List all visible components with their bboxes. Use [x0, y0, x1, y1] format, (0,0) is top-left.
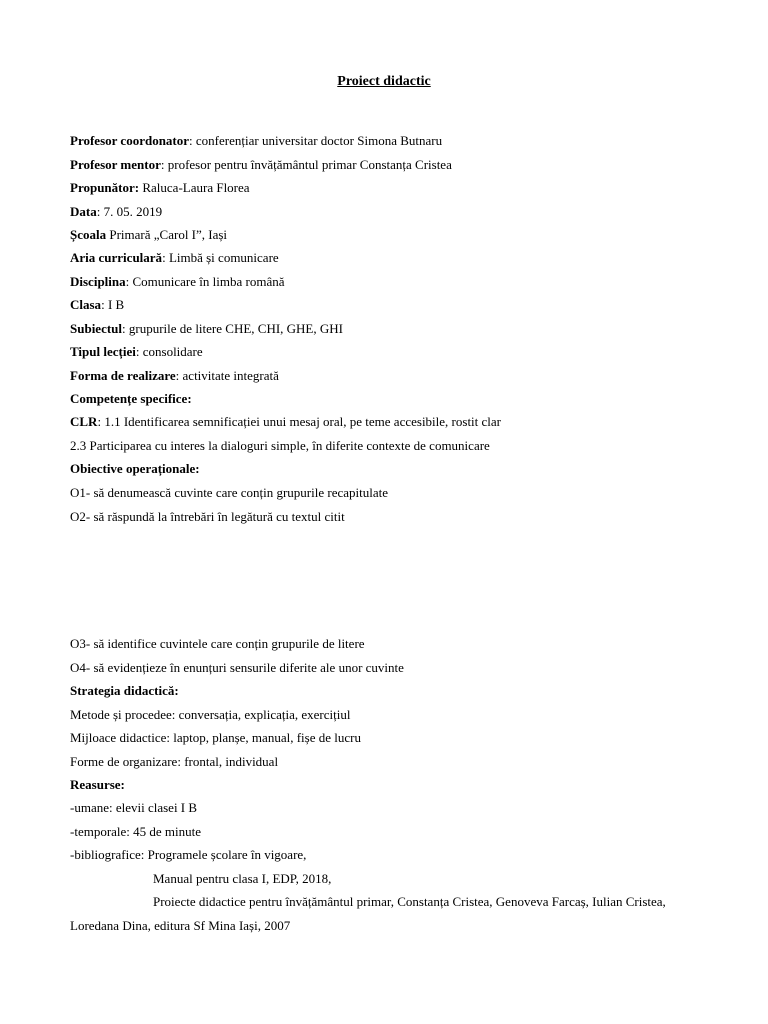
field-label: Subiectul	[70, 321, 123, 336]
field-separator: :	[96, 204, 104, 219]
field-value: profesor pentru învățământul primar Constanța Cristea	[167, 157, 452, 172]
field-separator: :	[125, 274, 133, 289]
obiectiv-o1: O1- să denumească cuvinte care conțin grupurile recapitulate	[70, 485, 388, 500]
resurse-temporale: -temporale: 45 de minute	[70, 824, 202, 839]
resurse-heading: Reasurse:	[70, 777, 125, 792]
field-label: Profesor coordonator	[70, 133, 190, 148]
field-value: grupurile de litere CHE, CHI, GHE, GHI	[128, 321, 343, 336]
competenta-2-3: 2.3 Participarea cu interes la dialoguri simple, în diferite contexte de comunicare	[70, 438, 490, 453]
bibliografie-proiecte-cont: Loredana Dina, editura Sf Mina Iași, 2007	[70, 918, 291, 933]
field-disciplina	[70, 273, 284, 291]
field-data	[70, 203, 162, 221]
strategia-forme: Forme de organizare: frontal, individual	[70, 754, 279, 769]
bibliografie-manual: Manual pentru clasa I, EDP, 2018,	[153, 871, 332, 886]
field-label: Data	[70, 204, 97, 219]
field-label: Profesor mentor	[70, 157, 161, 172]
field-subiectul	[70, 320, 343, 338]
field-value: 7. 05. 2019	[103, 204, 163, 219]
field-separator: :	[101, 297, 108, 312]
field-separator: :	[160, 157, 168, 172]
field-label: Clasa	[70, 297, 102, 312]
obiectiv-o3: O3- să identifice cuvintele care conțin grupurile de litere	[70, 636, 365, 651]
field-label: Aria curriculară	[70, 250, 163, 265]
field-scoala	[70, 226, 227, 244]
field-separator: :	[122, 321, 129, 336]
field-profesor-mentor	[70, 156, 452, 174]
competente-heading: Competențe specifice:	[70, 391, 192, 406]
obiectiv-o2: O2- să răspundă la întrebări în legătură cu textul citit	[70, 509, 345, 524]
field-value: conferențiar universitar doctor Simona Butnaru	[195, 133, 443, 148]
obiective-heading: Obiective operaționale:	[70, 461, 200, 476]
field-aria-curriculara	[70, 249, 279, 267]
resurse-umane: -umane: elevii clasei I B	[70, 800, 198, 815]
field-separator: :	[189, 133, 196, 148]
field-separator: :	[162, 250, 169, 265]
field-label: Tipul lecției	[70, 344, 136, 359]
strategia-metode: Metode și procedee: conversația, explicația, exercițiul	[70, 707, 351, 722]
competenta-clr	[70, 413, 501, 431]
field-value: Primară „Carol I”, Iași	[109, 227, 228, 242]
field-clasa	[70, 296, 124, 314]
field-tipul-lectiei	[70, 343, 203, 361]
field-value: I B	[107, 297, 125, 312]
field-profesor-coordonator	[70, 132, 442, 150]
field-label: Propunător:	[70, 180, 140, 195]
resurse-bibliografice: -bibliografice: Programele școlare în vigoare,	[70, 847, 307, 862]
field-value: Limbă și comunicare	[168, 250, 279, 265]
field-value: activitate integrată	[182, 368, 279, 383]
field-separator: :	[135, 344, 143, 359]
bibliografie-proiecte: Proiecte didactice pentru învățământul primar, Constanța Cristea, Genoveva Farcaș, Iulian Cristea,	[153, 894, 666, 909]
field-label: Școala	[70, 227, 107, 242]
clr-label: CLR	[70, 414, 98, 429]
field-value: Raluca-Laura Florea	[142, 180, 250, 195]
field-separator: :	[175, 368, 183, 383]
field-label: Forma de realizare	[70, 368, 176, 383]
page-title: Proiect didactic	[337, 74, 431, 89]
field-value: consolidare	[142, 344, 203, 359]
clr-text: : 1.1 Identificarea semnificației unui mesaj oral, pe teme accesibile, rostit clar	[97, 414, 502, 429]
obiectiv-o4: O4- să evidențieze în enunțuri sensurile diferite ale unor cuvinte	[70, 660, 404, 675]
field-forma-de-realizare	[70, 367, 279, 385]
field-propunator	[70, 179, 250, 197]
strategia-mijloace: Mijloace didactice: laptop, planșe, manual, fișe de lucru	[70, 730, 361, 745]
field-label: Disciplina	[70, 274, 126, 289]
field-value: Comunicare în limba română	[132, 274, 285, 289]
strategia-heading: Strategia didactică:	[70, 683, 179, 698]
